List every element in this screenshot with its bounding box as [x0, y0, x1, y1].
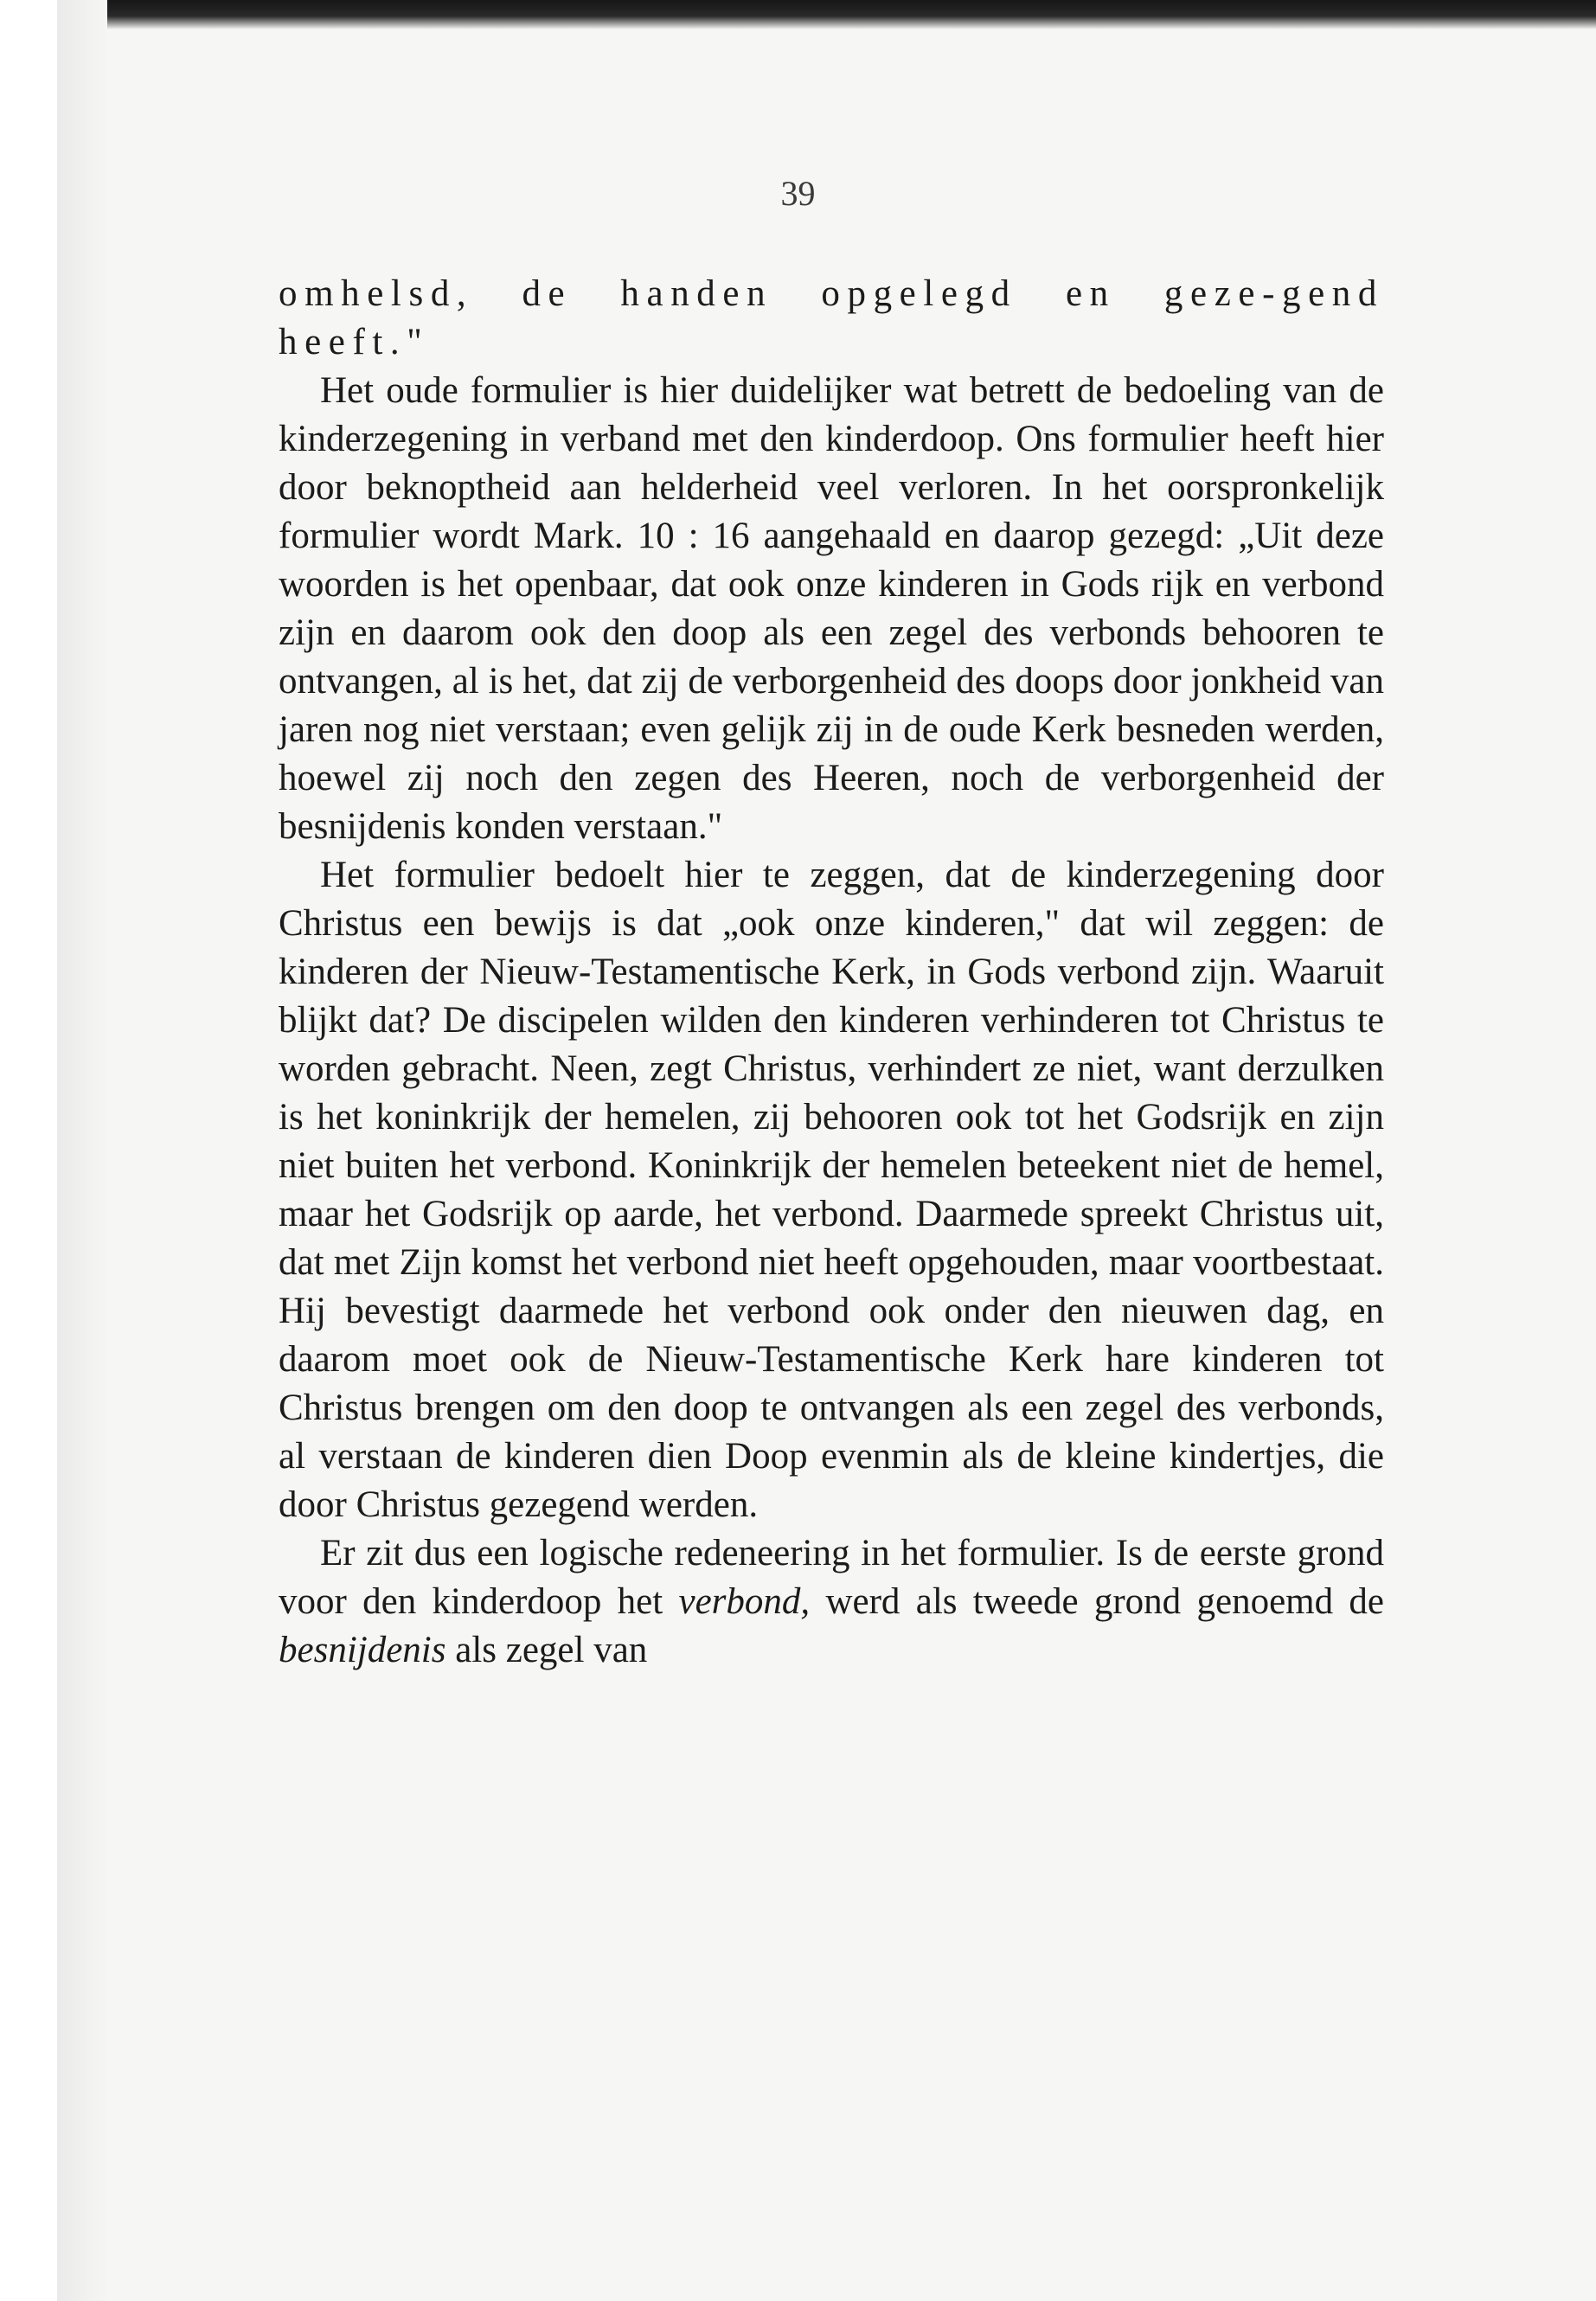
- paragraph-4-text-before: Er zit dus een logische redeneering in het formulier. Is de eerste grond voor den kinderdoop het: [279, 1533, 1384, 1622]
- paragraph-4-text-after: als zegel van: [445, 1630, 648, 1670]
- scan-top-edge: [107, 0, 1596, 29]
- paragraph-1: omhelsd, de handen opgelegd en geze-gend heeft.": [279, 273, 1384, 362]
- paragraph-4-text-middle: werd als tweede grond genoemd de: [810, 1581, 1384, 1622]
- body-text: [279, 270, 1384, 1675]
- emphasis-besnijdenis: besnijdenis: [279, 1630, 446, 1670]
- paragraph-3: Het formulier bedoelt hier te zeggen, dat de kinderzegening door Christus een bewijs is dat „ook onze kinderen," dat wil zeggen: de kinderen der Nieuw-Testamentische Kerk, in Gods verbond zijn. Waaruit blijkt dat? De discipelen wilden den kinderen verhinderen tot Christus te worden gebracht. Neen, zegt Christus, verhindert ze niet, want derzulken is het koninkrijk der hemelen, zij behooren ook tot het Godsrijk en zijn niet buiten het verbond. Koninkrijk der hemelen beteekent niet de hemel, maar het Godsrijk op aarde, het verbond. Daarmede spreekt Christus uit, dat met Zijn komst het verbond niet heeft opgehouden, maar voortbestaat. Hij bevestigt daarmede het verbond ook onder den nieuwen dag, en daarom moet ook de Nieuw-Testamentische Kerk hare kinderen tot Christus brengen om den doop te ontvangen als een zegel des verbonds, al verstaan de kinderen dien Doop evenmin als de kleine kindertjes, die door Christus gezegend werden.: [279, 855, 1384, 1525]
- page-edge-shadow: [57, 0, 109, 2301]
- scan-margin: [0, 0, 57, 2301]
- emphasis-verbond: verbond,: [678, 1581, 811, 1622]
- paragraph-4: [279, 1529, 1384, 1675]
- page-number: 39: [780, 174, 816, 213]
- paragraph-2: Het oude formulier is hier duidelijker wat betrett de bedoeling van de kinderzegening in verband met den kinderdoop. Ons formulier heeft hier door beknoptheid aan helderheid veel verloren. In het oorspronkelijk formulier wordt Mark. 10 : 16 aangehaald en daarop gezegd: „Uit deze woorden is het openbaar, dat ook onze kinderen in Gods rijk en verbond zijn en daarom ook den doop als een zegel des verbonds behooren te ontvangen, al is het, dat zij de verborgenheid des doops door jonkheid van jaren nog niet verstaan; even gelijk zij in de oude Kerk besneden werden, hoewel zij noch den zegen des Heeren, noch de verborgenheid der besnijdenis konden verstaan.": [279, 370, 1384, 847]
